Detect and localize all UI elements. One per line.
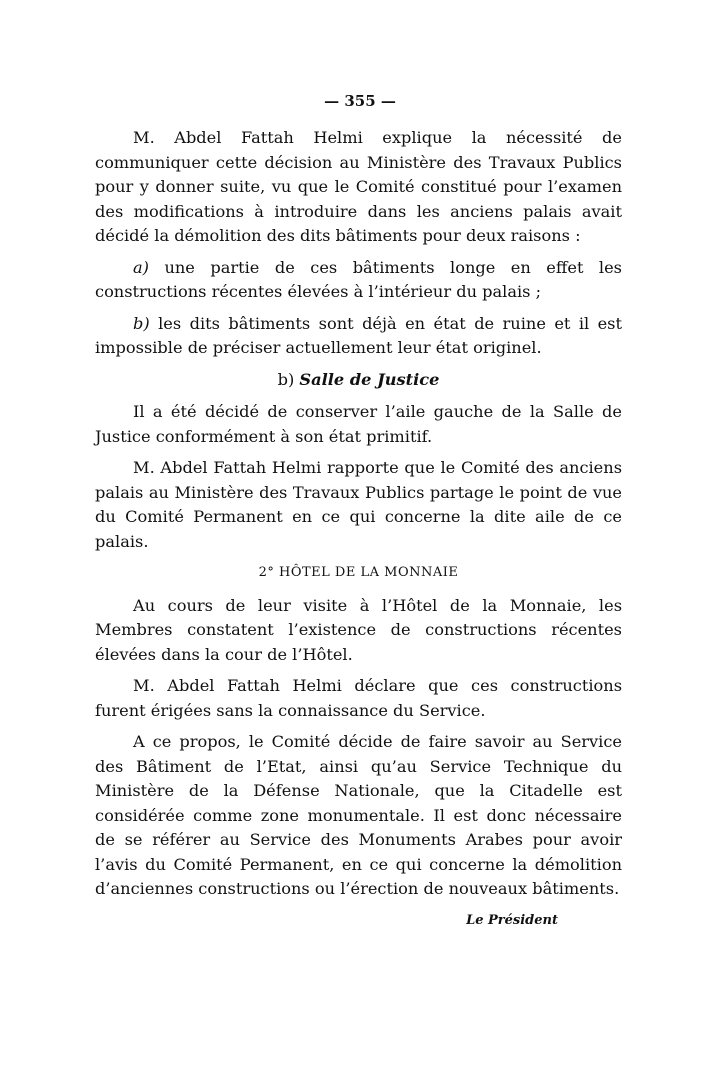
section-heading-b-title: Salle de Justice xyxy=(299,369,440,389)
section-heading-b-label: b) xyxy=(277,369,295,389)
paragraph-4: Il a été décidé de conserver l’aile gauche de la Salle de Justice conformément à son état primitif. xyxy=(95,402,622,446)
page-number: — 355 — xyxy=(324,92,396,110)
paragraph-6: Au cours de leur visite à l’Hôtel de la Monnaie, les Membres constatent l’existence de constructions récentes élevées dans la cour de l’Hôtel. xyxy=(95,595,622,664)
paragraph-2-text: une partie de ces bâtiments longe en effet les constructions récentes élevées à l’intérieur du palais ; xyxy=(95,257,622,301)
paragraph-7: M. Abdel Fattah Helmi déclare que ces constructions furent érigées sans la connaissance du Service. xyxy=(95,676,622,720)
paragraph-5: M. Abdel Fattah Helmi rapporte que le Comité des anciens palais au Ministère des Travaux Publics partage le point de vue du Comité Permanent en ce qui concerne la dite aile de ce palais. xyxy=(95,458,622,551)
page-body xyxy=(95,126,622,933)
paragraph-8: A ce propos, le Comité décide de faire savoir au Service des Bâtiment de l’Etat, ainsi qu’au Service Technique du Ministère de la Défense Nationale, que la Citadelle est considérée comme zone monumentale. Il est donc nécessaire de se référer au Service des Monuments Arabes pour avoir l’avis du Comité Permanent, en ce qui concerne la démolition d’anciennes constructions ou l’érection de nouveaux bâtiments. xyxy=(95,732,622,898)
paragraph-1: M. Abdel Fattah Helmi explique la nécessité de communiquer cette décision au Ministère des Travaux Publics pour y donner suite, vu que le Comité constitué pour l’examen des modifications à introduire dans les anciens palais avait décidé la démolition des dits bâtiments pour deux raisons : xyxy=(95,128,622,245)
section-heading-b xyxy=(95,368,622,393)
paragraph-3-label: b) xyxy=(133,313,150,333)
paragraph-2-label: a) xyxy=(133,257,149,277)
section-heading-2: 2° HÔTEL DE LA MONNAIE xyxy=(258,565,459,580)
paragraph-3-text: les dits bâtiments sont déjà en état de ruine et il est impossible de préciser actuellement leur état originel. xyxy=(95,313,622,357)
signature: Le Président xyxy=(466,912,558,928)
paragraph-2 xyxy=(95,256,622,305)
paragraph-3 xyxy=(95,312,622,361)
